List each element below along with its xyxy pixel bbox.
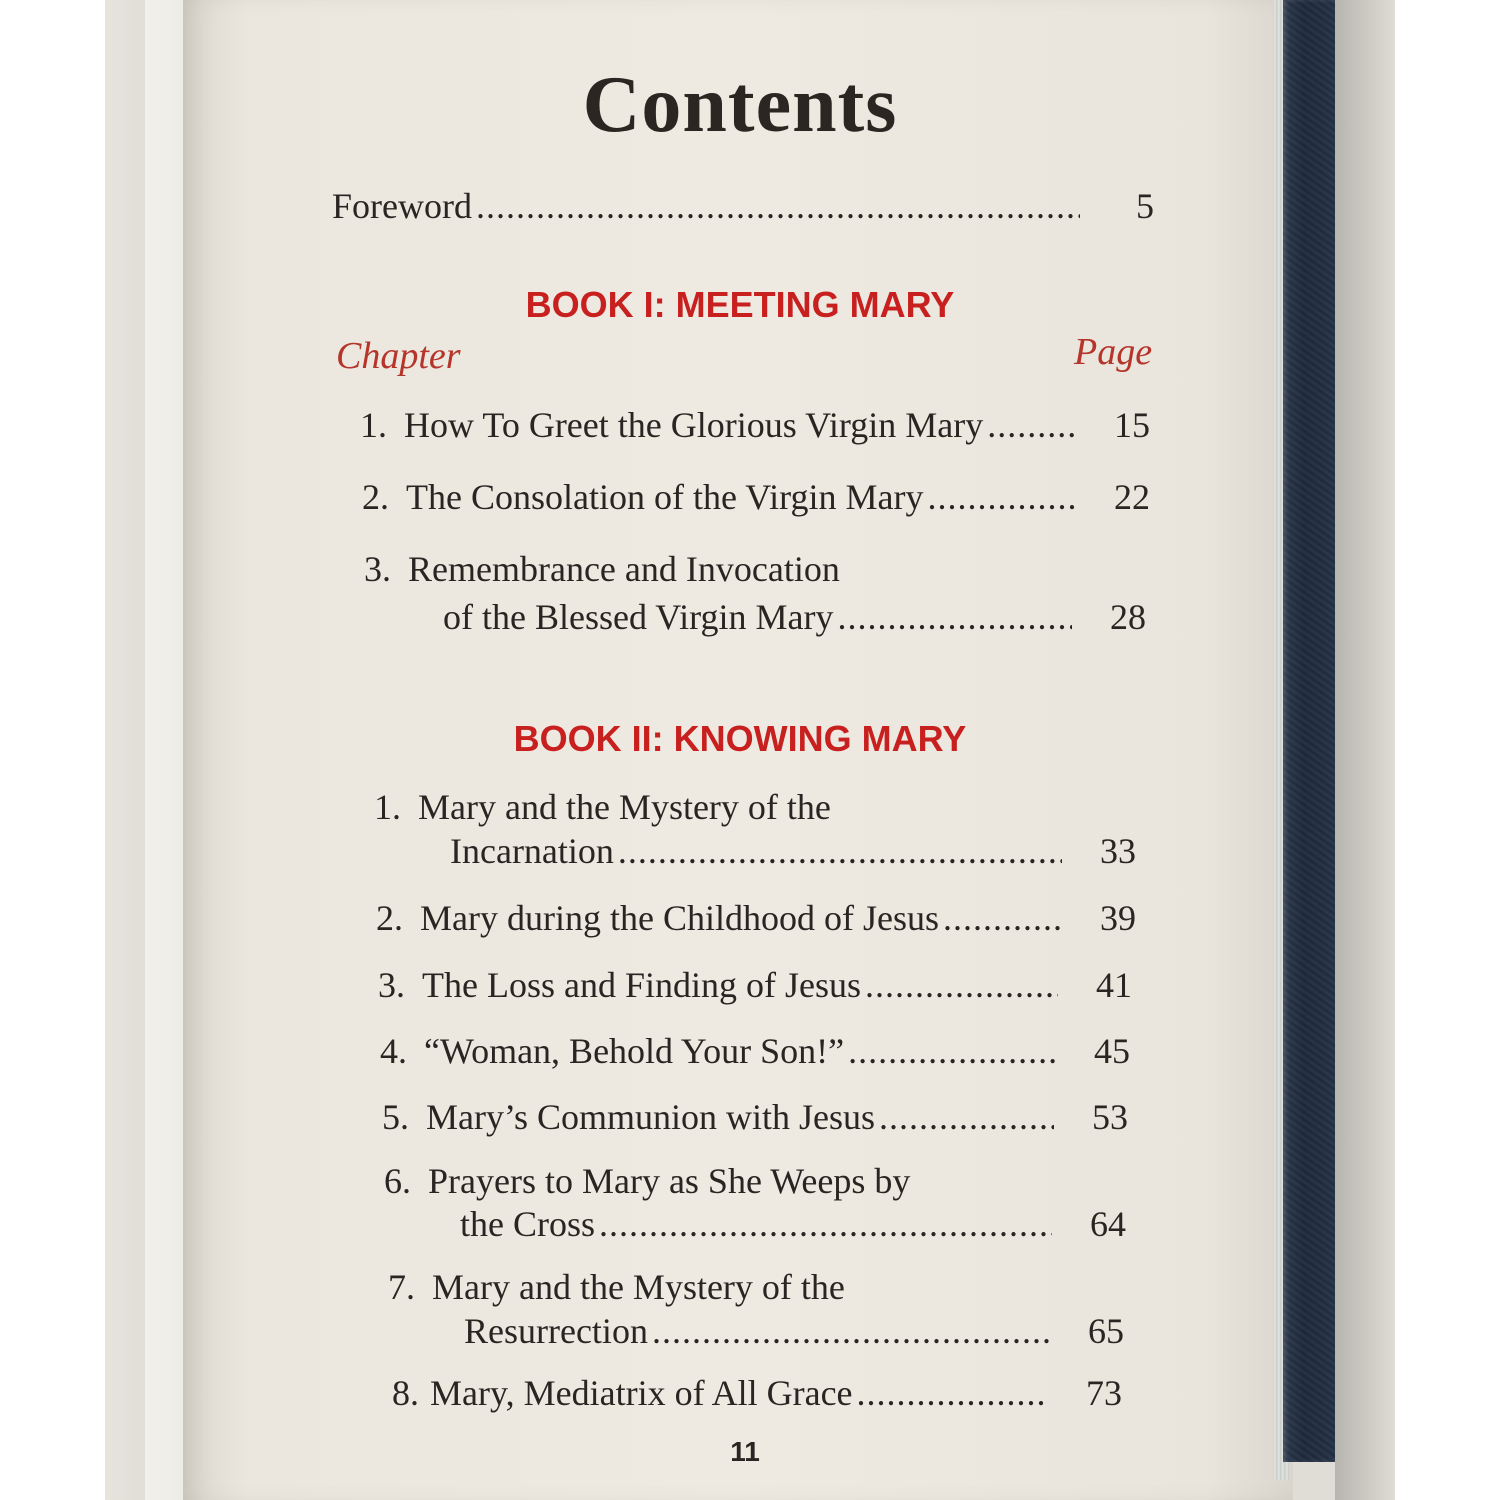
- toc-entry-label: Prayers to Mary as She Weeps by: [428, 1161, 911, 1201]
- toc-entry-page: 45: [1094, 1031, 1130, 1071]
- toc-entry-number: 3.: [378, 965, 405, 1005]
- book-cover: [1283, 0, 1335, 1462]
- leader-dots: [865, 964, 1058, 1006]
- page-number: 11: [730, 1436, 760, 1467]
- toc-entry-page: 22: [1114, 477, 1150, 517]
- chapter-column-header: Chapter: [336, 335, 461, 377]
- toc-entry-book1-1: [360, 404, 1150, 446]
- toc-entry-number: 2.: [376, 898, 403, 938]
- cover-shadow: [1335, 0, 1395, 1500]
- toc-entry-number: 6.: [384, 1161, 411, 1201]
- toc-entry-number: 5.: [382, 1097, 409, 1137]
- page-title: Contents: [582, 61, 898, 149]
- toc-entry-page: 65: [1088, 1311, 1124, 1351]
- book-2-heading: BOOK II: KNOWING MARY: [513, 718, 967, 759]
- book-1-heading: BOOK I: MEETING MARY: [525, 284, 955, 325]
- leader-dots: [837, 596, 1072, 638]
- toc-entry-label: How To Greet the Glorious Virgin Mary: [404, 405, 984, 445]
- toc-entry-page: 53: [1092, 1097, 1128, 1137]
- toc-entry-label-continued: Incarnation: [450, 831, 614, 871]
- toc-entry-label-continued: the Cross: [460, 1204, 595, 1244]
- toc-entry-page: 64: [1090, 1204, 1126, 1244]
- toc-entry-page: 41: [1096, 965, 1132, 1005]
- toc-entry-book2-1: [450, 830, 1136, 872]
- toc-entry-page: 39: [1100, 898, 1136, 938]
- page-column-header: Page: [1074, 331, 1153, 373]
- toc-entry-book1-3-line1: [364, 548, 840, 590]
- toc-entry-number: 4.: [380, 1031, 407, 1071]
- toc-entry-label: Remembrance and Invocation: [408, 549, 840, 589]
- leader-dots: [848, 1030, 1056, 1072]
- toc-entry-book2-6-line1: [384, 1160, 910, 1202]
- leader-dots: [987, 404, 1076, 446]
- leader-dots: [927, 476, 1076, 518]
- leader-dots: [476, 185, 1080, 227]
- toc-entry-book2-5: [382, 1096, 1128, 1138]
- toc-entry-book2-7: [464, 1310, 1124, 1352]
- toc-entry-book2-8: [392, 1372, 1122, 1414]
- toc-entry-label: Mary during the Childhood of Jesus: [420, 898, 939, 938]
- leader-dots: [857, 1372, 1048, 1414]
- toc-entry-number: 1.: [374, 787, 401, 827]
- toc-entry-book2-3: [378, 964, 1132, 1006]
- toc-entry-label: The Consolation of the Virgin Mary: [406, 477, 924, 517]
- toc-entry-book2-1-line1: [374, 786, 831, 828]
- toc-entry-label: Mary’s Communion with Jesus: [426, 1097, 876, 1137]
- leader-dots: [879, 1096, 1054, 1138]
- leader-dots: [943, 897, 1062, 939]
- toc-entry-book2-7-line1: [388, 1266, 845, 1308]
- toc-entry-page: 15: [1114, 405, 1150, 445]
- toc-entry-label: The Loss and Finding of Jesus: [422, 965, 861, 1005]
- toc-entry-label: Foreword: [332, 186, 472, 226]
- toc-entry-number: 3.: [364, 549, 391, 589]
- toc-entry-page: 73: [1086, 1373, 1122, 1413]
- toc-entry-book2-4: [380, 1030, 1130, 1072]
- toc-entry-label: Mary and the Mystery of the: [418, 787, 831, 827]
- toc-entry-page: 28: [1110, 597, 1146, 637]
- toc-entry-book1-3: [443, 596, 1146, 638]
- toc-entry-number: 1.: [360, 405, 387, 445]
- toc-entry-label-continued: Resurrection: [464, 1311, 648, 1351]
- toc-entry-foreword: [332, 185, 1154, 227]
- leader-dots: [599, 1203, 1052, 1245]
- toc-entry-number: 7.: [388, 1267, 415, 1307]
- toc-entry-label: Mary and the Mystery of the: [432, 1267, 845, 1307]
- toc-entry-label: “Woman, Behold Your Son!”: [424, 1031, 845, 1071]
- toc-entry-page: 5: [1136, 186, 1154, 226]
- toc-entry-book1-2: [362, 476, 1150, 518]
- toc-entry-label: Mary, Mediatrix of All Grace: [430, 1373, 853, 1413]
- toc-entry-number: 2.: [362, 477, 389, 517]
- toc-entry-page: 33: [1100, 831, 1136, 871]
- toc-entry-label-continued: of the Blessed Virgin Mary: [443, 597, 834, 637]
- toc-entry-number: 8.: [392, 1373, 419, 1413]
- leader-dots: [652, 1310, 1050, 1352]
- leader-dots: [618, 830, 1062, 872]
- toc-entry-book2-2: [376, 897, 1136, 939]
- toc-entry-book2-6: [460, 1203, 1126, 1245]
